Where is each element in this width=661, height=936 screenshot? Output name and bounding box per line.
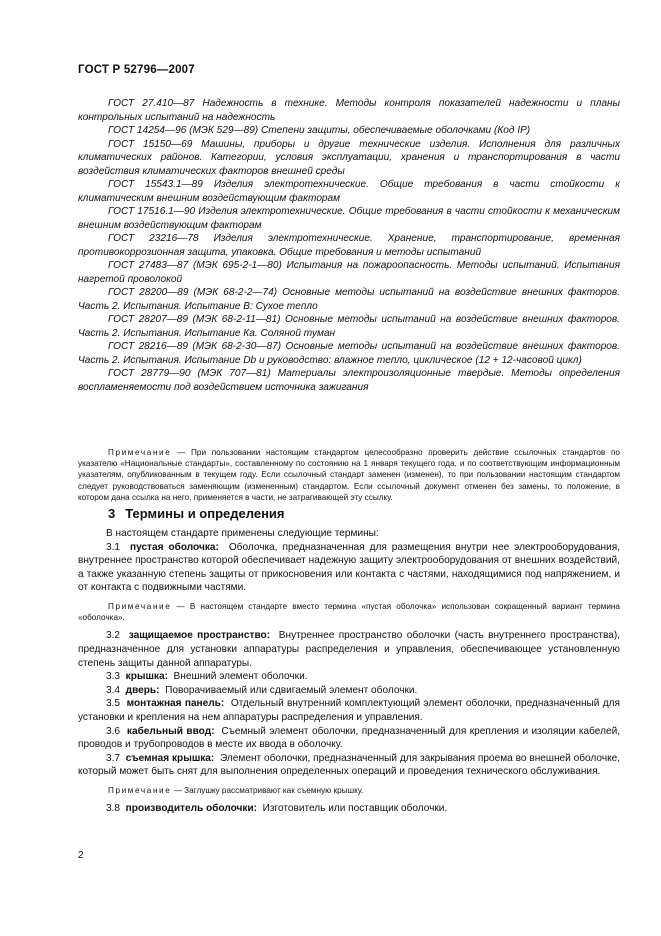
page-number: 2 [78,850,84,861]
term-text: Оболочка, предназначенная для размещения внутри нее электрооборудования, внутреннее пространство которой обеспечивает надежную защиту электрооборудования от внешних воздействий, а также указанную степень защиты от прикосновения или контакта с частями, находящимися под напряжением, и от контакта с подвижными частями. [78,541,621,594]
reference-item: ГОСТ 28779—90 (МЭК 707—81) Материалы электроизоляционные твердые. Методы определения воспламеняемости под воздействием источника зажигания [78,368,620,393]
reference-item: ГОСТ 27483—87 (МЭК 695-2-1—80) Испытания на пожароопасность. Методы испытаний. Испытания нагретой проволокой [78,260,620,285]
note-label: Примечание [108,785,172,795]
term-text: Съемный элемент оболочки, предназначенный для крепления и изоляции кабелей, проводов и трубопроводов в месте их ввода в оболочку. [78,725,621,751]
section-number: 3 [108,506,116,521]
term-definition [78,802,620,816]
term-text: Элемент оболочки, предназначенный для закрывания проема во внешней оболочке, который может быть снят для выполнения определенных операций и проведения технического обслуживания. [78,752,621,778]
term-name: монтажная панель: [126,698,225,710]
term-text: Внутреннее пространство оболочки (часть внутреннего пространства), предназначенное для установки аппаратуры распределения и управления, обеспечивающее установленную степень защиты данной аппаратуры. [78,630,620,669]
note-text: При пользовании настоящим стандартом целесообразно проверить действие ссылочных стандартов по указателю «Национальные стандарты», составленному по состоянию на 1 января текущего года, и по соответствующим информационным указателям, опубликованным в текущем году. Если ссылочный стандарт заменен (изменен), то при пользовании настоящим стандартом следует руководствоваться заменяющим (измененным) стандартом. Если ссылочный документ отменен без замены, то положение, в котором дана ссылка на него, применяется в части, не затрагивающей эту ссылку. [78,448,620,502]
reference-item: ГОСТ 14254—96 (МЭК 529—89) Степени защиты, обеспечиваемые оболочками (Код IP) [108,125,531,136]
term-text: Поворачиваемый или сдвигаемый элемент оболочки. [165,684,418,696]
term-number: 3.1 [106,541,121,553]
reference-item: ГОСТ 17516.1—90 Изделия электротехнические. Общие требования в части стойкости к механическим внешним воздействующим факторам [78,206,620,231]
term-definition [78,684,620,698]
term-note [78,785,620,796]
term-definition [78,725,620,752]
note-text: Заглушку рассматривают как съемную крышку. [184,785,364,795]
term-number: 3.2 [106,630,121,642]
term-name: дверь: [125,684,160,696]
normative-references-list [78,97,620,394]
reference-item: ГОСТ 28200—89 (МЭК 68-2-2—74) Основные методы испытаний на воздействие внешних факторов. Часть 2. Испытания. Испытание В: Сухое тепло [78,287,620,312]
term-definition [78,670,620,684]
term-name: съемная крышка: [125,752,215,764]
term-number: 3.6 [106,725,121,737]
term-name: пустая оболочка: [129,541,219,553]
reference-item: ГОСТ 28216—89 (МЭК 68-2-30—87) Основные методы испытаний на воздействие внешних факторов. Часть 2. Испытания. Испытание Db и руководство: влажное тепло, циклическое (12 + 12-часовой цикл) [78,341,620,366]
term-number: 3.3 [106,671,121,683]
term-definition [78,752,620,779]
term-number: 3.8 [106,803,121,815]
term-definition [78,629,620,670]
term-definition [78,541,620,595]
reference-item: ГОСТ 15150—69 Машины, приборы и другие технические изделия. Исполнения для различных климатических районов. Категории, условия эксплуатации, хранения и транспортирования в части воздействия климатических факторов внешней среды [78,138,620,177]
reference-item: ГОСТ 23216—78 Изделия электротехнические. Хранение, транспортирование, временная противокоррозионная защита, упаковка. Общие требования и методы испытаний [78,233,620,258]
references-note [78,447,620,503]
section-title: Термины и определения [125,506,285,521]
term-text: Внешний элемент оболочки. [173,671,308,683]
reference-item: ГОСТ 27.410—87 Надежность в технике. Методы контроля показателей надежности и планы контрольных испытаний на надежность [78,98,620,123]
standard-code-header: ГОСТ Р 52796—2007 [78,64,195,76]
term-name: защищаемое пространство: [128,630,271,642]
term-text: Изготовитель или поставщик оболочки. [262,803,448,815]
reference-item: ГОСТ 28207—89 (МЭК 68-2-11—81) Основные методы испытаний на воздействие внешних факторов. Часть 2. Испытания. Испытание Ка. Соляной туман [78,314,620,339]
note-label: Примечание [108,601,172,611]
term-number: 3.5 [106,698,121,710]
term-number: 3.7 [106,752,121,764]
note-dash: — [171,785,185,795]
term-name: крышка: [125,671,168,683]
terms-body [78,527,620,816]
term-name: кабельный ввод: [126,725,215,737]
term-note [78,601,620,623]
section-heading [108,506,285,521]
note-text: В настоящем стандарте вместо термина «пустая оболочка» использован сокращенный вариант термина «оболочка». [78,601,620,623]
term-text: Отдельный внутренний комплектующий элемент оболочки, предназначенный для установки и крепления на нем аппаратуры распределения и управления. [78,698,620,723]
reference-item: ГОСТ 15543.1—89 Изделия электротехнические. Общие требования в части стойкости к климатическим внешним воздействующим факторам [78,179,620,204]
note-dash: — [171,448,191,457]
term-name: производитель оболочки: [125,803,257,815]
note-label: Примечание [108,448,172,457]
term-definition [78,697,620,724]
note-dash: — [171,601,190,611]
section-intro: В настоящем стандарте применены следующие термины: [106,528,379,539]
term-number: 3.4 [106,684,121,696]
